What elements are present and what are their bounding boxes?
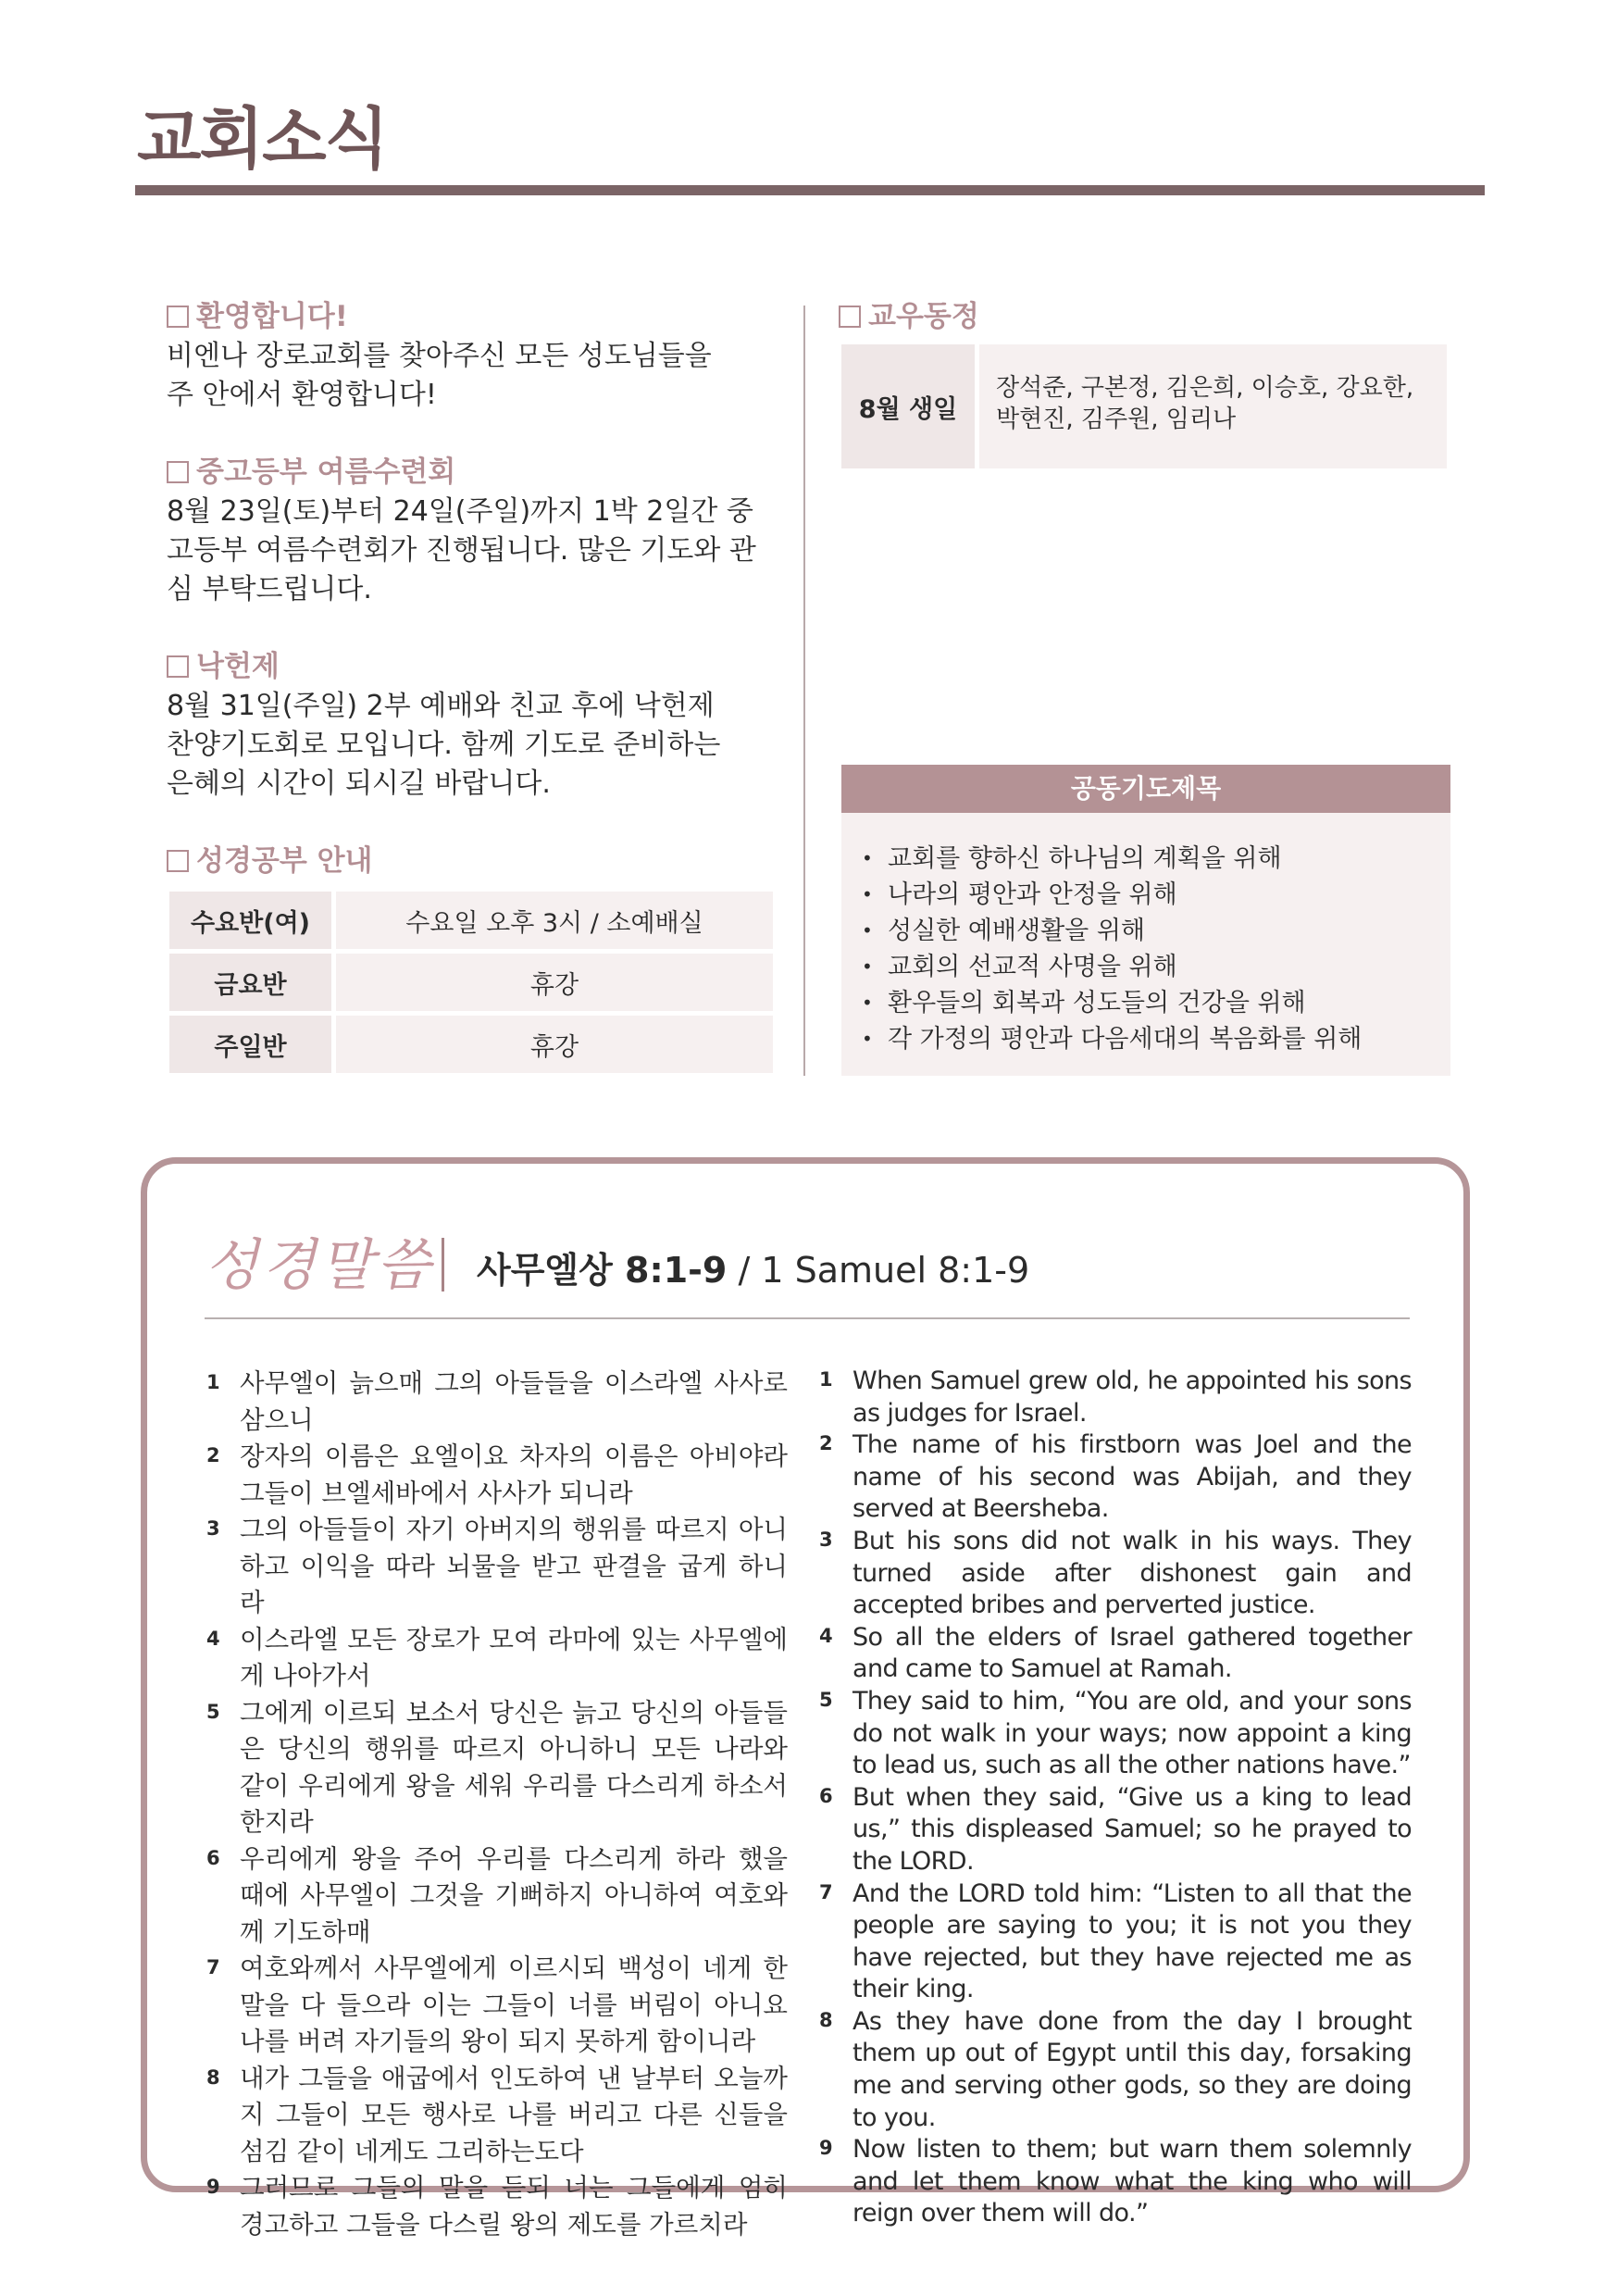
title-divider <box>135 185 1485 195</box>
birthday-names-line: 박현진, 김주원, 임리나 <box>996 406 1237 433</box>
verse-text: But when they said, “Give us a king to lead us,” this displeased Samuel; so he prayed to the LORD. <box>853 1782 1412 1876</box>
retreat-heading-text: 중고등부 여름수련회 <box>196 455 456 489</box>
members-heading <box>839 298 1450 335</box>
verse-number: 4 <box>819 1624 833 1647</box>
reference-separator: / <box>727 1250 762 1291</box>
verse-number: 3 <box>819 1528 833 1551</box>
birthday-names <box>979 344 1447 468</box>
verse <box>819 1686 1412 1782</box>
scripture-divider <box>205 1317 1410 1319</box>
checkbox-square-icon <box>167 655 189 678</box>
verse <box>206 1695 788 1841</box>
study-class-time: 휴강 <box>336 1016 773 1073</box>
study-class-name: 수요반(여) <box>169 892 331 949</box>
verse <box>206 2061 788 2171</box>
verse-number: 2 <box>206 1444 220 1466</box>
verse-number: 6 <box>206 1846 220 1869</box>
prayer-item: • 환우들의 회복과 성도들의 건강을 위해 <box>862 985 1450 1021</box>
verse-number: 6 <box>819 1784 833 1807</box>
verse <box>206 1512 788 1622</box>
verse-number: 1 <box>206 1371 220 1393</box>
birthday-box <box>841 344 1447 468</box>
verse <box>206 1366 788 1439</box>
scripture-reference <box>477 1242 1029 1292</box>
verse-text: 그의 아들들이 자기 아버지의 행위를 따르지 아니하고 이익을 따라 뇌물을 받고 판결을 굽게 하니라 <box>240 1515 788 1617</box>
korean-verses <box>206 1366 788 2243</box>
welcome-body: 비엔나 장로교회를 찾아주신 모든 성도님들을 주 안에서 환영합니다! <box>167 340 712 411</box>
verse <box>206 1841 788 1952</box>
prayer-item: • 교회의 선교적 사명을 위해 <box>862 949 1450 985</box>
birthday-names-line: 장석준, 구본정, 김은희, 이승호, 강요한, <box>996 374 1414 402</box>
verse-number: 8 <box>206 2065 220 2089</box>
verse-text: 여호와께서 사무엘에게 이르시되 백성이 네게 한 말을 다 들으라 이는 그들이 너를 버림이 아니요 나를 버려 자기들의 왕이 되지 못하게 함이니라 <box>240 1953 788 2056</box>
verse-text: 그에게 이르되 보소서 당신은 늙고 당신의 아들들은 당신의 행위를 따르지 아니하니 모든 나라와 같이 우리에게 왕을 세워 우리를 다스리게 하소서 한지라 <box>240 1697 788 1837</box>
verse-number: 5 <box>819 1688 833 1711</box>
verse-number: 7 <box>206 1956 220 1978</box>
study-class-time: 휴강 <box>336 954 773 1011</box>
study-heading-text: 성경공부 안내 <box>196 844 373 878</box>
checkbox-square-icon <box>839 306 861 328</box>
verse <box>819 2006 1412 2134</box>
prayer-item: • 각 가정의 평안과 다음세대의 복음화를 위해 <box>862 1021 1450 1057</box>
verse <box>206 1622 788 1695</box>
verse-text: As they have done from the day I brought them up out of Egypt until this day, forsaking me and serving other gods, so they are doing to you. <box>853 2006 1412 2132</box>
english-verses <box>819 1366 1412 2230</box>
verse-text: Now listen to them; but warn them solemnly and let them know what the king who will reign over them will do.” <box>853 2135 1412 2228</box>
prayer-heading: 공동기도제목 <box>841 765 1450 813</box>
members-section <box>839 298 1450 335</box>
prayer-item: • 나라의 평안과 안정을 위해 <box>862 877 1450 913</box>
prayer-list <box>841 813 1450 1076</box>
verse <box>819 1526 1412 1622</box>
column-divider <box>803 306 805 1076</box>
study-class-name: 금요반 <box>169 954 331 1011</box>
verse-text: But his sons did not walk in his ways. They turned aside after dishonest gain and accepted bribes and perverted justice. <box>853 1526 1412 1620</box>
verse <box>819 1878 1412 2006</box>
prayer-item: • 교회를 향하신 하나님의 계획을 위해 <box>862 841 1450 877</box>
study-table <box>169 887 773 1078</box>
study-class-name: 주일반 <box>169 1016 331 1073</box>
verse <box>819 1429 1412 1526</box>
birthday-label: 8월 생일 <box>841 344 975 468</box>
verse <box>206 1439 788 1512</box>
prayer-item: • 성실한 예배생활을 위해 <box>862 913 1450 949</box>
verse <box>206 2170 788 2243</box>
nakheonje-section <box>167 648 778 804</box>
verse <box>819 1366 1412 1429</box>
verse <box>819 1622 1412 1686</box>
study-class-time: 수요일 오후 3시 / 소예배실 <box>336 892 773 949</box>
verse-text: So all the elders of Israel gathered together and came to Samuel at Ramah. <box>853 1622 1412 1684</box>
members-heading-text: 교우동정 <box>868 300 979 333</box>
retreat-body: 8월 23일(토)부터 24일(주일)까지 1박 2일간 중고등부 여름수련회가 진행됩니다. 많은 기도와 관심 부탁드립니다. <box>167 495 756 605</box>
checkbox-square-icon <box>167 306 189 328</box>
verse-number: 1 <box>819 1368 833 1391</box>
verse <box>206 1951 788 2061</box>
reference-english: 1 Samuel 8:1-9 <box>761 1250 1030 1291</box>
checkbox-square-icon <box>167 850 189 872</box>
verse <box>819 1782 1412 1878</box>
welcome-section <box>167 298 778 415</box>
verse-text: They said to him, “You are old, and your sons do not walk in your ways; now appoint a king to lead us, such as all the other nations have.” <box>853 1686 1412 1780</box>
verse <box>819 2134 1412 2230</box>
verse-number: 9 <box>206 2176 220 2198</box>
table-row <box>169 954 773 1011</box>
verse-number: 3 <box>206 1517 220 1540</box>
verse-text: When Samuel grew old, he appointed his sons as judges for Israel. <box>853 1366 1412 1428</box>
verse-number: 9 <box>819 2137 833 2160</box>
verse-text: 그러므로 그들의 말을 듣되 너는 그들에게 엄히 경고하고 그들을 다스릴 왕의 제도를 가르치라 <box>240 2173 788 2240</box>
welcome-heading-text: 환영합니다! <box>196 300 348 333</box>
verse-number: 7 <box>819 1880 833 1903</box>
verse-number: 8 <box>819 2008 833 2031</box>
verse-text: 이스라엘 모든 장로가 모여 라마에 있는 사무엘에게 나아가서 <box>240 1624 788 1691</box>
verse-text: 내가 그들을 애굽에서 인도하여 낸 날부터 오늘까지 그들이 모든 행사로 나를 버리고 다른 신들을 섬김 같이 네게도 그리하는도다 <box>240 2063 788 2166</box>
retreat-heading <box>167 454 778 491</box>
page-title: 교회소식 <box>137 100 388 178</box>
nakheonje-body: 8월 31일(주일) 2부 예배와 친교 후에 낙헌제 찬양기도회로 모입니다. 함께 기도로 준비하는 은혜의 시간이 되시길 바랍니다. <box>167 690 721 800</box>
verse-text: 장자의 이름은 요엘이요 차자의 이름은 아비야라 그들이 브엘세바에서 사사가 되니라 <box>240 1441 788 1508</box>
title-separator <box>442 1238 444 1292</box>
scripture-box <box>141 1157 1470 2240</box>
reference-korean: 사무엘상 8:1-9 <box>477 1250 728 1291</box>
verse-text: The name of his firstborn was Joel and the name of his second was Abijah, and they served at Beersheba. <box>853 1430 1412 1524</box>
table-row <box>169 892 773 949</box>
verse-text: 사무엘이 늙으매 그의 아들들을 이스라엘 사사로 삼으니 <box>240 1368 788 1435</box>
retreat-section <box>167 454 778 609</box>
nakheonje-heading-text: 낙헌제 <box>196 650 280 683</box>
verse-number: 5 <box>206 1700 220 1723</box>
verse-number: 4 <box>206 1627 220 1650</box>
verse-text: And the LORD told him: “Listen to all that the people are saying to you; it is not you they have rejected, but they have rejected me as their king. <box>853 1878 1412 2004</box>
verse-text: 우리에게 왕을 주어 우리를 다스리게 하라 했을 때에 사무엘이 그것을 기뻐하지 아니하여 여호와께 기도하매 <box>240 1843 788 1947</box>
verse-number: 2 <box>819 1432 833 1455</box>
scripture-title: 성경말씀 <box>205 1233 434 1298</box>
checkbox-square-icon <box>167 461 189 483</box>
table-row <box>169 1016 773 1073</box>
study-section <box>167 842 778 880</box>
nakheonje-heading <box>167 648 778 685</box>
welcome-heading <box>167 298 778 335</box>
study-heading <box>167 842 778 880</box>
